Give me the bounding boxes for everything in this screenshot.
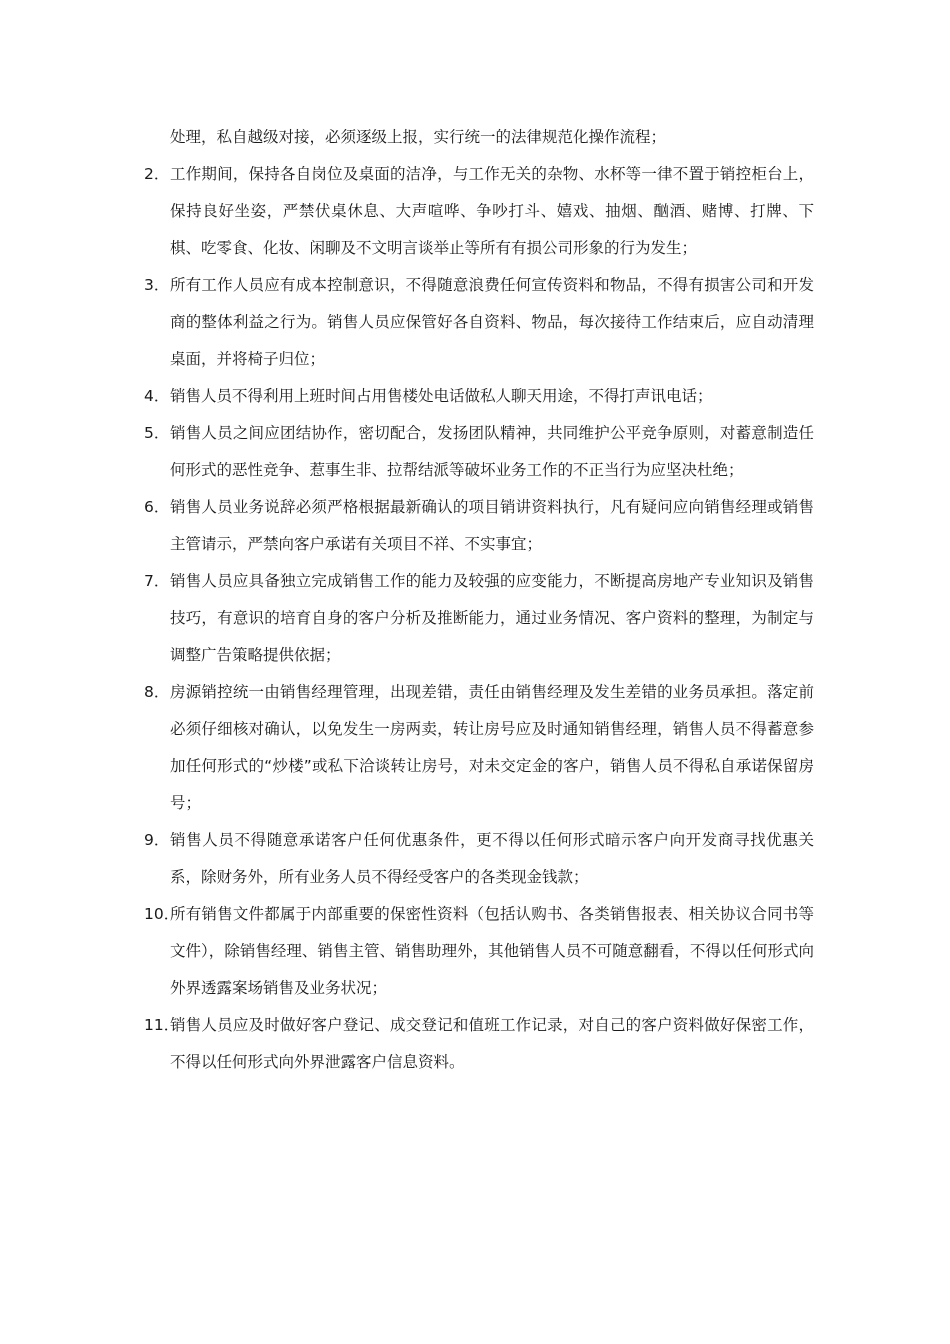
list-item-2 (144, 156, 814, 267)
list-item-text: 工作期间，保持各自岗位及桌面的洁净，与工作无关的杂物、水杯等一律不置于销控柜台上，保持良好坐姿，严禁伏桌休息、大声喧哗、争吵打斗、嬉戏、抽烟、酗酒、赌博、打牌、下棋、吃零食、化妆、闲聊及不文明言谈举止等所有有损公司形象的行为发生； (170, 165, 814, 257)
list-item-text: 销售人员之间应团结协作，密切配合，发扬团队精神，共同维护公平竞争原则，对蓄意制造任何形式的恶性竞争、惹事生非、拉帮结派等破坏业务工作的不正当行为应坚决杜绝； (170, 424, 814, 479)
list-item-number: 7． (144, 572, 170, 590)
list-item-9 (144, 822, 814, 896)
list-item-number: 10． (144, 905, 180, 923)
list-item-11 (144, 1007, 814, 1081)
list-item-number: 8． (144, 683, 170, 701)
list-item-text: 所有工作人员应有成本控制意识，不得随意浪费任何宣传资料和物品，不得有损害公司和开发商的整体利益之行为。销售人员应保管好各自资料、物品，每次接待工作结束后，应自动清理桌面，并将椅子归位； (170, 276, 814, 368)
list-item-7 (144, 563, 814, 674)
list-item-number: 4． (144, 387, 170, 405)
list-item-number: 11． (144, 1016, 180, 1034)
list-item-8 (144, 674, 814, 822)
list-item-text: 销售人员业务说辞必须严格根据最新确认的项目销讲资料执行，凡有疑问应向销售经理或销售主管请示，严禁向客户承诺有关项目不祥、不实事宜； (170, 498, 814, 553)
list-item-text: 销售人员应具备独立完成销售工作的能力及较强的应变能力，不断提高房地产专业知识及销售技巧，有意识的培育自身的客户分析及推断能力，通过业务情况、客户资料的整理，为制定与调整广告策略提供依据； (170, 572, 814, 664)
list-item-text: 所有销售文件都属于内部重要的保密性资料（包括认购书、各类销售报表、相关协议合同书等文件），除销售经理、销售主管、销售助理外，其他销售人员不可随意翻看，不得以任何形式向外界透露案场销售及业务状况； (170, 905, 814, 997)
list-item-10 (144, 896, 814, 1007)
list-item-text: 房源销控统一由销售经理管理，出现差错，责任由销售经理及发生差错的业务员承担。落定前必须仔细核对确认，以免发生一房两卖，转让房号应及时通知销售经理，销售人员不得蓄意参加任何形式的“炒楼”或私下洽谈转让房号，对未交定金的客户，销售人员不得私自承诺保留房号； (170, 683, 814, 812)
list-item-number: 3． (144, 276, 170, 294)
list-item-4 (144, 378, 814, 415)
list-item-text: 销售人员不得利用上班时间占用售楼处电话做私人聊天用途，不得打声讯电话； (170, 387, 713, 405)
list-item-number: 5． (144, 424, 170, 442)
list-item-number: 6． (144, 498, 170, 516)
list-item-6 (144, 489, 814, 563)
list-item-3 (144, 267, 814, 378)
list-item-text: 销售人员应及时做好客户登记、成交登记和值班工作记录，对自己的客户资料做好保密工作，不得以任何形式向外界泄露客户信息资料。 (170, 1016, 814, 1071)
document-body (144, 119, 814, 1081)
list-item-text: 销售人员不得随意承诺客户任何优惠条件，更不得以任何形式暗示客户向开发商寻找优惠关系，除财务外，所有业务人员不得经受客户的各类现金钱款； (170, 831, 814, 886)
list-item-number: 9． (144, 831, 170, 849)
continuation-line: 处理，私自越级对接，必须逐级上报，实行统一的法律规范化操作流程； (170, 128, 667, 146)
list-item-number: 2． (144, 165, 170, 183)
list-item-5 (144, 415, 814, 489)
